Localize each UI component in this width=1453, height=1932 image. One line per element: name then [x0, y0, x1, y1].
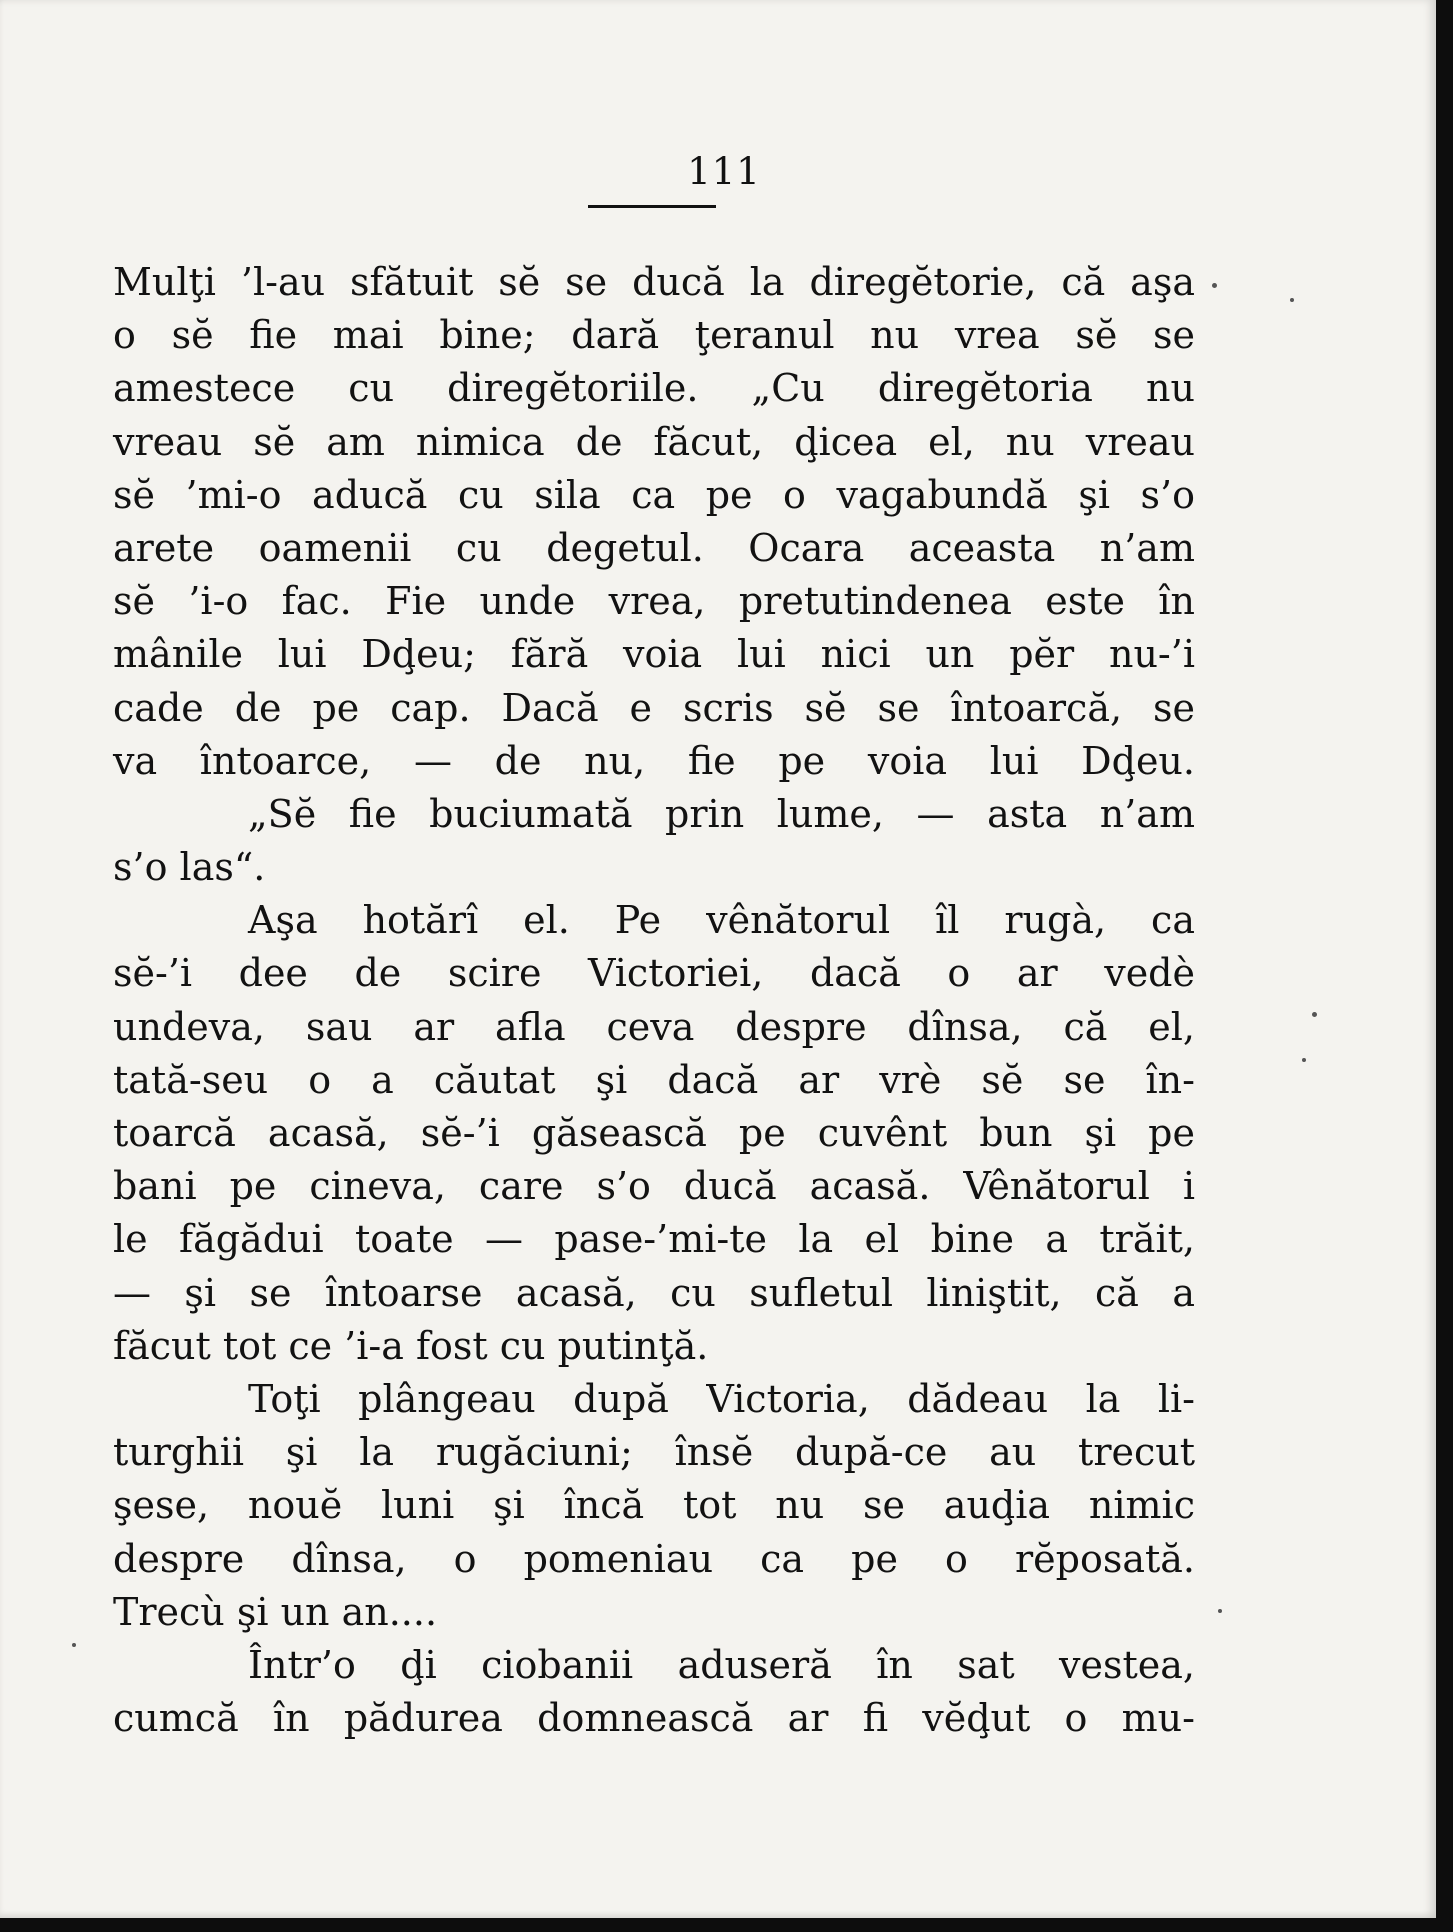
text-line: cumcă în pădurea domnească ar fi vĕḑut o mu-	[113, 1696, 1195, 1741]
text-line: făcut tot ce ’i-a fost cu putinţă.	[113, 1323, 709, 1368]
text-line: tată-seu o a căutat şi dacă ar vrè sĕ se în-	[113, 1057, 1195, 1102]
page-number: 111	[687, 150, 761, 193]
scan-edge-bottom	[0, 1918, 1453, 1932]
scan-speck	[1302, 1058, 1306, 1062]
page-number-rule	[588, 205, 716, 208]
body-text	[113, 256, 1195, 1745]
text-line: toarcă acasă, sĕ-’i găsească pe cuvênt bun şi pe	[113, 1111, 1195, 1155]
text-line: vreau sĕ am nimica de făcut, ḑicea el, nu vreau	[113, 419, 1195, 464]
text-line: — şi se întoarse acasă, cu sufletul liniştit, că a	[113, 1270, 1195, 1315]
scan-speck	[1218, 1609, 1222, 1613]
scan-edge-right	[1436, 0, 1453, 1932]
text-line: „Sĕ fie buciumată prin lume, — asta n’am	[248, 791, 1195, 836]
text-line: Aşa hotărî el. Pe vênătorul îl rugà, ca	[248, 898, 1195, 943]
text-line: undeva, sau ar afla ceva despre dînsa, că el,	[113, 1004, 1195, 1049]
text-line: despre dînsa, o pomeniau ca pe o rĕposată.	[113, 1536, 1195, 1581]
scan-speck	[1212, 283, 1217, 288]
text-line: amestece cu diregĕtoriile. „Cu diregĕtoria nu	[113, 366, 1195, 411]
text-line: Într’o ḑi ciobanii aduseră în sat vestea,	[248, 1642, 1195, 1687]
text-line: arete oamenii cu degetul. Ocara aceasta n’am	[113, 525, 1195, 570]
text-line: le făgădui toate — pase-’mi-te la el bine a trăit,	[113, 1217, 1195, 1262]
text-line: Trecù şi un an....	[113, 1589, 438, 1634]
text-line: Toţi plângeau după Victoria, dădeau la li-	[248, 1376, 1195, 1421]
text-line: s’o las“.	[113, 845, 266, 890]
scan-speck	[1290, 298, 1294, 302]
text-line: cade de pe cap. Dacă e scris sĕ se întoarcă, se	[113, 685, 1195, 730]
scan-speck	[1312, 1012, 1317, 1017]
text-line: va întoarce, — de nu, fie pe voia lui Dḑeu.	[113, 738, 1195, 783]
text-line: o sĕ fie mai bine; dară ţeranul nu vrea sĕ se	[113, 313, 1195, 358]
text-line: sĕ ’i-o fac. Fie unde vrea, pretutindenea este în	[113, 579, 1195, 624]
text-line: Mulţi ’l-au sfătuit sĕ se ducă la diregĕtorie, că aşa	[113, 260, 1195, 304]
text-line: mânile lui Dḑeu; fără voia lui nici un pĕr nu-’i	[113, 632, 1195, 677]
text-line: bani pe cineva, care s’o ducă acasă. Vênătorul i	[113, 1164, 1195, 1209]
text-line: turghii şi la rugăciuni; însĕ după-ce au trecut	[113, 1430, 1195, 1475]
text-line: sĕ-’i dee de scire Victoriei, dacă o ar vedè	[113, 951, 1195, 996]
text-line: sĕ ’mi-o aducă cu sila ca pe o vagabundă şi s’o	[113, 472, 1195, 517]
text-line: şese, nouĕ luni şi încă tot nu se auḑia nimic	[113, 1483, 1195, 1528]
scan-speck	[72, 1643, 76, 1647]
